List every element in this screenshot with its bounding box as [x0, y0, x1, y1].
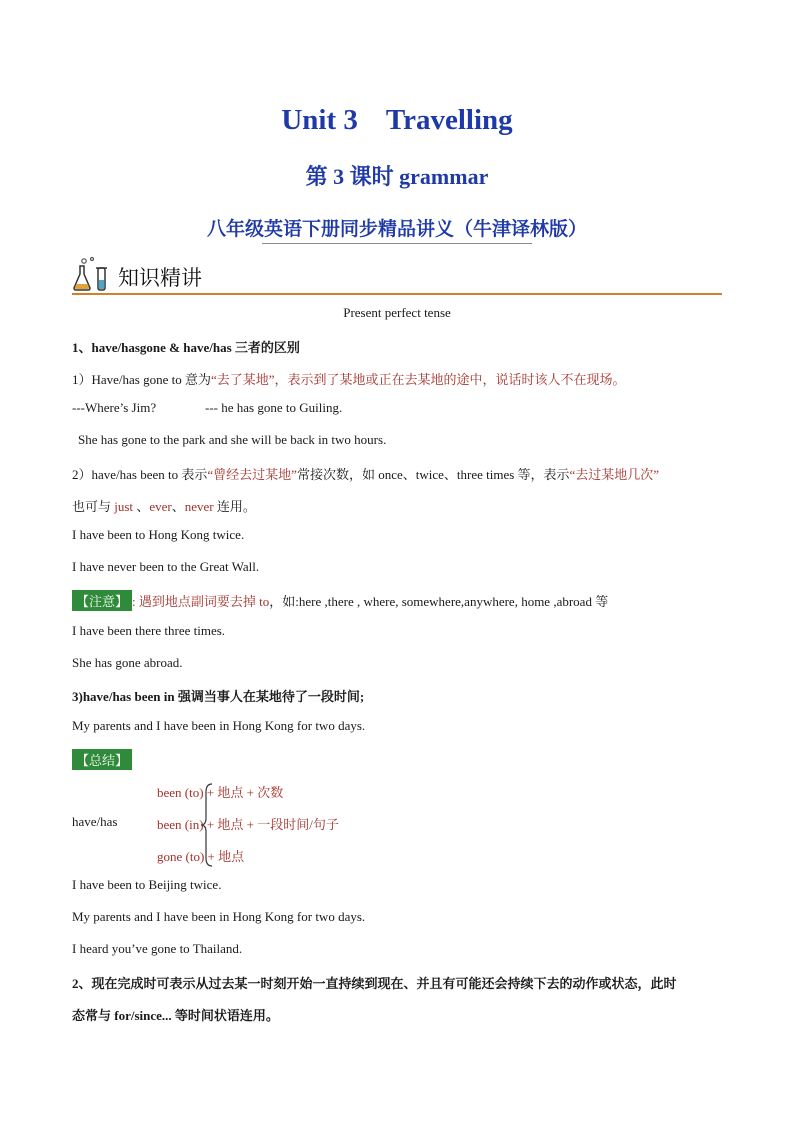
example-sentence: I have never been to the Great Wall.	[72, 559, 260, 574]
point-2-line-2: 态常与 for/since... 等时间状语连用。	[72, 1008, 279, 1023]
example-sentence: She has gone to the park and she will be back in two hours.	[78, 432, 387, 447]
point-1-2-cont: 也可与 just 、ever、never 连用。	[72, 499, 256, 514]
section-header	[72, 254, 722, 294]
summary-subject: have/has	[72, 814, 118, 829]
subtitle-underline	[262, 243, 532, 244]
summary-item: been (in) + 地点 + 一段时间/句子	[157, 817, 339, 832]
point-1-2: 2）have/has been to 表示“曾经去过某地”常接次数，如 once、twice、three times 等，表示“去过某地几次”	[72, 467, 660, 482]
example-sentence: I have been to Hong Kong twice.	[72, 527, 245, 542]
example-sentence: My parents and I have been in Hong Kong for two days.	[72, 909, 366, 924]
summary-item: been (to) + 地点 + 次数	[157, 785, 284, 800]
lab-flask-icon	[72, 256, 112, 292]
summary-item: gone (to) + 地点	[157, 849, 245, 864]
topic-heading: Present perfect tense	[343, 305, 451, 320]
summary-label	[72, 749, 132, 770]
book-subtitle: 八年级英语下册同步精品讲义（牛津译林版）	[206, 219, 587, 240]
example-sentence: I heard you’ve gone to Thailand.	[72, 941, 243, 956]
point-1-3: 3)have/has been in 强调当事人在某地待了一段时间;	[72, 689, 365, 704]
point-2-line-1: 2、现在完成时可表示从过去某一时刻开始一直持续到现在、并且有可能还会持续下去的动作或状态，此时	[72, 976, 677, 991]
unit-topic: Travelling	[385, 104, 513, 136]
example-question: ---Where’s Jim?	[72, 400, 157, 415]
section-title: 知识精讲	[118, 266, 202, 290]
example-sentence: She has gone abroad.	[72, 655, 183, 670]
unit-title	[0, 104, 794, 137]
note-line: 【注意】 : 遇到地点副词要去掉 to，如:here ,there , where, somewhere,anywhere, home ,abroad 等	[72, 590, 608, 611]
summary-tag: 【总结】	[72, 749, 132, 770]
example-sentence: I have been to Beijing twice.	[72, 877, 222, 892]
example-sentence: My parents and I have been in Hong Kong for two days.	[72, 718, 366, 733]
note-tag: 【注意】	[72, 590, 132, 611]
unit-number: Unit 3	[281, 104, 358, 136]
point-1-1: 1）Have/has gone to 意为“去了某地”，表示到了某地或正在去某地的途中，说话时该人不在现场。	[72, 372, 626, 387]
point-1-heading: 1、have/hasgone & have/has 三者的区别	[72, 340, 300, 355]
lesson-title: 第 3 课时 grammar	[305, 164, 489, 189]
example-sentence: I have been there three times.	[72, 623, 226, 638]
section-rule	[72, 293, 722, 295]
example-answer: --- he has gone to Guiling.	[205, 400, 343, 415]
summary-diagram	[72, 780, 472, 870]
